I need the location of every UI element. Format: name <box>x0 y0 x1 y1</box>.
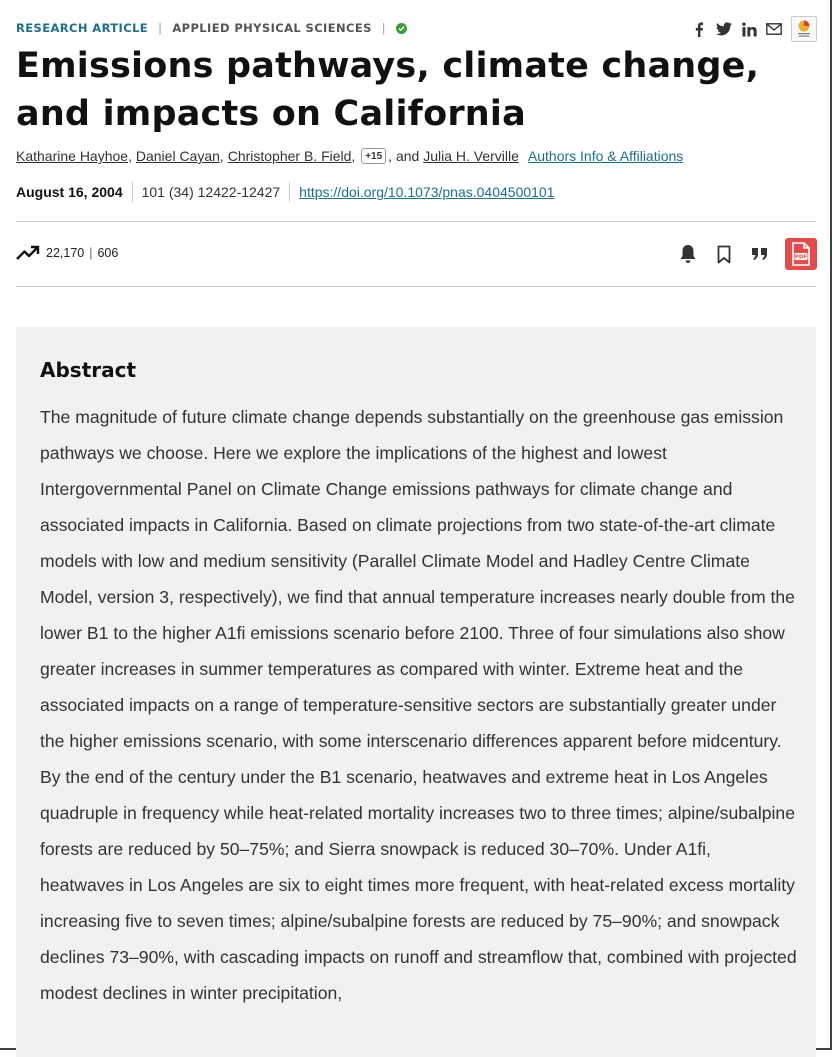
check-for-updates-badge[interactable] <box>791 16 817 42</box>
volume-issue-pages: 101 (34) 12422-12427 <box>141 184 281 200</box>
divider <box>132 182 133 202</box>
abstract-heading: Abstract <box>40 358 137 382</box>
quote-icon[interactable] <box>749 243 771 265</box>
author-link-hayhoe[interactable]: Katharine Hayhoe <box>16 148 129 164</box>
author-list <box>16 148 683 164</box>
author-and-text: , and <box>388 148 420 164</box>
pdf-download-button[interactable] <box>785 238 817 270</box>
publication-date: August 16, 2004 <box>16 184 123 200</box>
bookmark-icon[interactable] <box>713 243 735 265</box>
article-title: Emissions pathways, climate change, and impacts on California <box>16 46 760 134</box>
facebook-icon[interactable] <box>691 21 707 37</box>
article-meta-line <box>16 20 407 36</box>
doi-link[interactable]: https://doi.org/10.1073/pnas.0404500101 <box>299 184 555 200</box>
article-type-link[interactable]: RESEARCH ARTICLE <box>16 21 149 35</box>
article-metrics[interactable] <box>16 244 118 262</box>
section-link[interactable]: APPLIED PHYSICAL SCIENCES <box>172 21 372 35</box>
author-comma: , <box>128 148 136 164</box>
author-link-field[interactable]: Christopher B. Field <box>227 148 352 164</box>
meta-separator: | <box>158 21 163 35</box>
share-bar <box>691 16 817 42</box>
bell-icon[interactable] <box>677 243 699 265</box>
article-tools <box>677 238 817 270</box>
publication-info <box>16 182 555 202</box>
authors-affiliations-link[interactable]: Authors Info & Affiliations <box>527 148 684 164</box>
divider-line <box>16 221 816 222</box>
meta-separator-2: | <box>381 21 387 35</box>
abstract-section <box>16 327 816 1057</box>
author-link-cayan[interactable]: Daniel Cayan <box>135 148 220 164</box>
author-link-verville[interactable]: Julia H. Verville <box>423 148 519 164</box>
more-authors-button[interactable]: +15 <box>361 148 386 164</box>
author-comma: , <box>351 148 360 164</box>
divider <box>289 182 290 202</box>
twitter-icon[interactable] <box>716 21 732 37</box>
pdf-icon <box>791 242 811 266</box>
abstract-text: The magnitude of future climate change depends substantially on the greenhouse gas emission pathways we choose. Here we explore the implications of the highest and lowest Intergovernmental Panel on Climate Change emissions pathways for climate change and associated impacts in California. Based on climate projections from two state-of-the-art climate models with low and medium sensitivity (Parallel Climate Model and Hadley Centre Climate Model, version 3, respectively), we find that annual temperature increases nearly double from the lower B1 to the higher A1fi emissions scenario before 2100. Three of four simulations also show greater increases in summer temperatures as compared with winter. Extreme heat and the associated impacts on a range of temperature-sensitive sectors are substantially greater under the higher emissions scenario, with some interscenario differences apparent before midcentury. By the end of the century under the B1 scenario, heatwaves and extreme heat in Los Angeles quadruple in frequency while heat-related mortality increases two to three times; alpine/subalpine forests are reduced by 50–75%; and Sierra snowpack is reduced 30–70%. Under A1fi, heatwaves in Los Angeles are six to eight times more frequent, with heat-related excess mortality increasing five to seven times; alpine/subalpine forests are reduced by 75–90%; and snowpack declines 73–90%, with cascading impacts on runoff and streamflow that, combined with projected modest declines in winter precipitation, <box>40 407 797 1003</box>
views-count: 22,170 <box>46 246 85 260</box>
trending-up-icon <box>16 244 40 262</box>
linkedin-icon[interactable] <box>741 21 757 37</box>
svg-text:PDF: PDF <box>794 254 808 261</box>
author-comma: , <box>219 148 228 164</box>
metrics-separator: | <box>89 246 93 260</box>
divider-line <box>16 286 816 287</box>
check-icon <box>396 23 407 34</box>
citations-count: 606 <box>97 246 119 260</box>
email-icon[interactable] <box>766 21 782 37</box>
